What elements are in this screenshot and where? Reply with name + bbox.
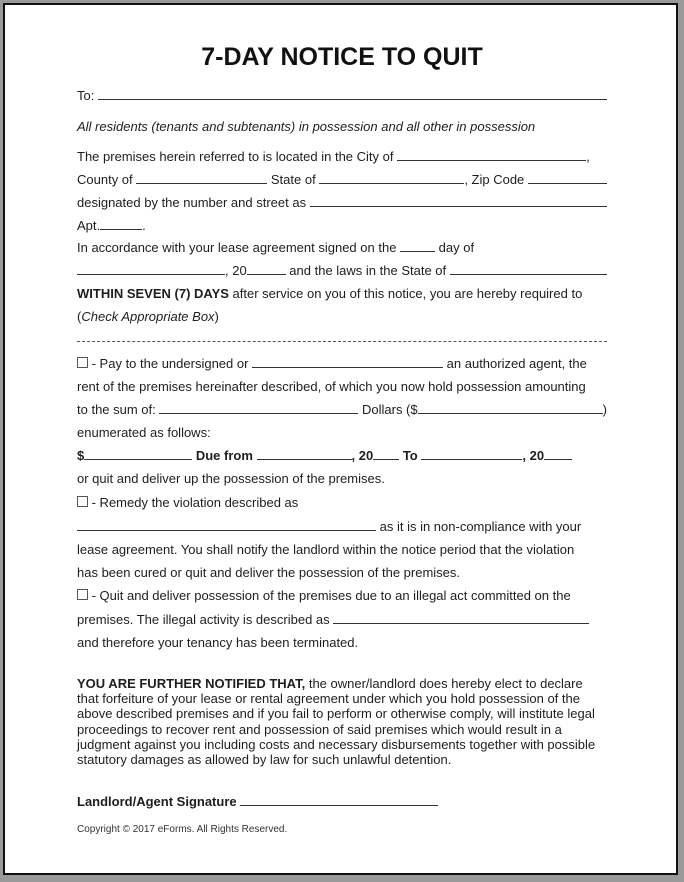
notice-line: the owner/landlord does hereby elect to declare — [305, 676, 583, 691]
terminated-text: and therefore your tenancy has been terminated. — [77, 635, 359, 650]
day-of-label: day of — [435, 240, 475, 255]
signature-field[interactable] — [240, 794, 438, 806]
lease-year-field[interactable] — [247, 263, 286, 275]
paren-close: ) — [602, 402, 607, 417]
within-bold: WITHIN SEVEN (7) DAYS — [77, 286, 229, 301]
city-row — [77, 149, 607, 165]
year-prefix: , 20 — [351, 448, 374, 463]
from-year-field[interactable] — [373, 448, 399, 460]
enumerated-text: enumerated as follows: — [77, 425, 211, 440]
rent-text: rent of the premises hereinafter described, of which you now hold possession amounting — [77, 379, 586, 394]
notice-line: that forfeiture of your lease or rental agreement under which you hold possession of the — [77, 691, 580, 707]
apt-label: Apt. — [77, 218, 101, 233]
county-label: County of — [77, 172, 137, 187]
noncompliance-label: as it is in non-compliance with your — [376, 519, 582, 534]
notice-line: judgment against you including costs and necessary disbursements together with possible — [77, 736, 596, 752]
residents-text: All residents (tenants and subtenants) in possession and all other in possession — [77, 119, 536, 134]
signature-row — [77, 794, 607, 810]
city-label: The premises herein referred to is located in the City of — [77, 149, 398, 164]
lease-row — [77, 240, 607, 256]
copyright: Copyright © 2017 eForms. All Rights Reserved. — [77, 824, 288, 835]
illegal-desc-label: premises. The illegal activity is described as — [77, 612, 334, 627]
street-label: designated by the number and street as — [77, 195, 310, 210]
street-row — [77, 195, 607, 211]
lease-label: In accordance with your lease agreement signed on the — [77, 240, 401, 255]
dashed-divider — [77, 341, 607, 342]
remedy-label: - Remedy the violation described as — [88, 495, 299, 510]
check-instruction — [77, 309, 607, 325]
lease-day-field[interactable] — [400, 240, 435, 252]
street-field[interactable] — [310, 195, 607, 207]
illegal-desc-row — [77, 612, 607, 628]
lease-date-row — [77, 263, 607, 279]
pay-checkbox[interactable] — [77, 357, 88, 368]
violation-row — [77, 519, 607, 535]
signature-label: Landlord/Agent Signature — [77, 794, 241, 809]
period: . — [142, 218, 146, 233]
option-remedy-row — [77, 495, 607, 511]
due-amount-field[interactable] — [84, 448, 192, 460]
county-field[interactable] — [136, 172, 267, 184]
to-row — [77, 88, 607, 104]
notice-line: proceedings to recover rent and possession of said premises which would result in a — [77, 721, 562, 737]
illegal-label: - Quit and deliver possession of the premises due to an illegal act committed on the — [88, 588, 571, 603]
within-row — [77, 286, 607, 302]
remedy-checkbox[interactable] — [77, 496, 88, 507]
within-text: after service on you of this notice, you are hereby required to — [228, 286, 583, 301]
from-date-field[interactable] — [257, 448, 352, 460]
notice-line: statutory damages as allowed by law for such unlawful detention. — [77, 752, 452, 768]
to-field[interactable] — [98, 88, 607, 100]
due-from-label: Due from — [192, 448, 257, 463]
state-label: State of — [267, 172, 320, 187]
notice-bold: YOU ARE FURTHER NOTIFIED THAT, — [77, 676, 306, 691]
illegal-activity-field[interactable] — [333, 612, 589, 624]
agent-field[interactable] — [252, 356, 443, 368]
quit-text: or quit and deliver up the possession of the premises. — [77, 471, 385, 486]
city-field[interactable] — [397, 149, 586, 161]
year-prefix: , 20 — [225, 263, 247, 278]
sum-row — [77, 402, 607, 418]
comma: , — [586, 149, 590, 164]
dollars-label: Dollars ($ — [358, 402, 418, 417]
illegal-checkbox[interactable] — [77, 589, 88, 600]
further-notice-paragraph — [77, 676, 595, 767]
agent-label: an authorized agent, the — [443, 356, 587, 371]
remedy-text-1: lease agreement. You shall notify the landlord within the notice period that the violation — [77, 542, 575, 557]
laws-label: and the laws in the State of — [285, 263, 450, 278]
due-row — [77, 448, 607, 464]
remedy-text-2: has been cured or quit and deliver the possession of the premises. — [77, 565, 461, 580]
paren-close: ) — [214, 309, 219, 324]
sum-words-field[interactable] — [159, 402, 358, 414]
pay-label: - Pay to the undersigned or — [88, 356, 253, 371]
to-label: To — [399, 448, 422, 463]
paren-open: ( — [77, 309, 82, 324]
county-row — [77, 172, 607, 188]
page-title: 7-DAY NOTICE TO QUIT — [201, 43, 483, 71]
zip-label: , Zip Code — [464, 172, 528, 187]
law-state-field[interactable] — [450, 263, 607, 275]
check-instruction-text: Check Appropriate Box — [81, 309, 215, 324]
sum-amount-field[interactable] — [418, 402, 603, 414]
dollar-sign: $ — [77, 448, 85, 463]
to-year-field[interactable] — [544, 448, 572, 460]
option-pay-row — [77, 356, 607, 372]
sum-label: to the sum of: — [77, 402, 160, 417]
to-date-field[interactable] — [421, 448, 522, 460]
to-label: To: — [77, 88, 95, 103]
notice-line: above described premises and if you fail to perform or otherwise comply, will institute legal — [77, 706, 595, 722]
lease-month-field[interactable] — [77, 263, 225, 275]
year-prefix: , 20 — [522, 448, 545, 463]
apt-row — [77, 218, 607, 234]
zip-field[interactable] — [528, 172, 607, 184]
option-illegal-row — [77, 588, 607, 604]
state-field[interactable] — [319, 172, 464, 184]
violation-field[interactable] — [77, 519, 376, 531]
apt-field[interactable] — [100, 218, 142, 230]
